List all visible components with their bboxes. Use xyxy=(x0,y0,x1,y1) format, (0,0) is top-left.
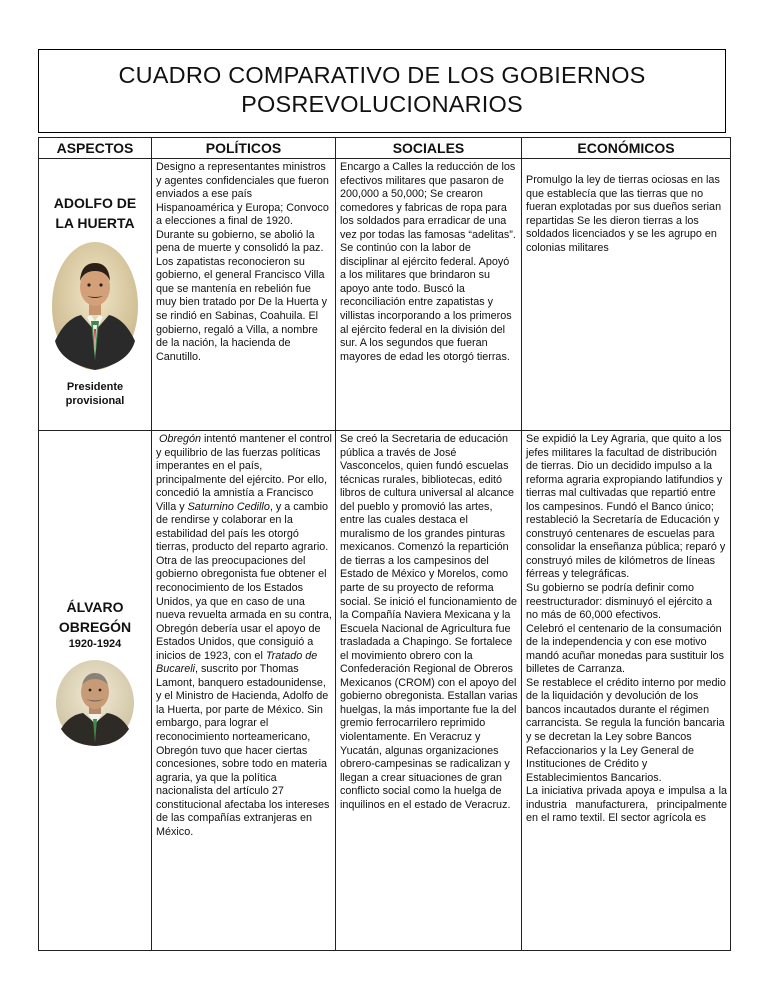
title-box xyxy=(38,49,726,133)
person-role-line-1: Presidente xyxy=(66,381,124,393)
cell-text: Designo a representantes ministros y agentes confidenciales que fueron enviados a ese país Hispanoamérica y Europa; Convoco a elecciones a final de 1920. Durante su gobierno, se abolió la pena de muerte y consolidó la paz. Los zapatistas reconocieron su gobierno, el general Francisco Villa que se mantenía en rebelión fue muy bien tratado por De la Huerta y se rindió en Sabinas, Coahuila. El gobierno, regaló a Villa, a nombre de la nación, la hacienda de Canutillo. xyxy=(156,161,329,363)
cell-text: Encargo a Calles la reducción de los efectivos militares que pasaron de 200,000 a 50,000; Se crearon comedores y fabricas de ropa para los soldados para erradicar de una vez por todas las famosas “adelitas”. Se continúo con la labor de disciplinar al ejército federal. Apoyó a los militares que brindaron su apoyo ante todo. Buscó la reconciliación entre zapatistas y villistas incorporando a los primeros al ejército federal en la división del sur. A los segundos que fueran mayores de edad les otorgó tierras. xyxy=(340,161,516,363)
header-sociales: SOCIALES xyxy=(336,138,522,159)
text-italic: Saturnino Cedillo xyxy=(187,500,270,513)
cell-text: Se expidió la Ley Agraria, que quito a los jefes militares la facultad de distribución de tierras. Dio un decidido impulso a la reforma agraria expropiando latifundios y tierras mal cultivadas que repartió entre los campesinos. Fundó el Banco único; restableció la Secretaría de Educación y construyó centenares de escuelas para consolidar la enseñanza pública; reparó y construyó miles de kilómetros de líneas férreas y telegráficas. xyxy=(526,433,726,581)
cell-sociales xyxy=(336,159,522,431)
cell-economicos xyxy=(522,159,731,431)
person-name-line-1: ÁLVARO xyxy=(66,599,124,615)
header-politicos: POLÍTICOS xyxy=(152,138,336,159)
portrait-alvaro-obregon-icon xyxy=(55,659,135,747)
person-role-line-2: provisional xyxy=(65,395,125,407)
person-name-line-2: LA HUERTA xyxy=(55,215,135,231)
person-years: 1920-1924 xyxy=(68,638,122,650)
cell-text xyxy=(156,433,332,839)
cell-sociales xyxy=(336,431,522,951)
cell-text: Su gobierno se podría definir como reestructurador: disminuyó el ejército a no más de 60,000 efectivos. xyxy=(526,582,713,622)
person-cell-obregon xyxy=(39,431,152,951)
text-italic: Obregón xyxy=(159,433,202,445)
cell-text: Promulgo la ley de tierras ociosas en las que establecía que las tierras que no fueran explotadas por sus dueños serian repartidas Se les dieron tierras a los soldados licenciados y se les agrupo en colonias militares xyxy=(526,174,722,254)
title-line-2: POSREVOLUCIONARIOS xyxy=(241,91,523,117)
person-cell-de-la-huerta xyxy=(39,159,152,431)
header-aspectos: ASPECTOS xyxy=(39,138,152,159)
text-italic: Tratado de Bucareli xyxy=(156,649,318,676)
text-span: intentó mantener el control y equilibrio de las fuerzas políticas imperantes en el país, principalmente del ejército. Por ello, concedió la amnistía a Francisco Villa y xyxy=(156,433,332,513)
cell-text: Celebró el centenario de la consumación de la independencia y con ese motivo mandó acuñar monedas para sustituir los billetes de Carranza. xyxy=(526,622,725,676)
document-title xyxy=(39,50,725,119)
text-span: , suscrito por Thomas Lamont, banquero estadounidense, y el Ministro de Hacienda, Adolfo de la Huerta, por parte de México. Sin embargo, para lograr el reconocimiento norteamericano, Obregón tuvo que hacer ciertas concesiones, sobre todo en materia agraria, ya que la política nacionalista del artículo 27 constitucional afectaba los intereses de las compañías extranjeras en México. xyxy=(156,663,330,838)
title-line-1: CUADRO COMPARATIVO DE LOS GOBIERNOS xyxy=(118,62,646,88)
cell-text: La iniciativa privada apoya e impulsa a la industria manufacturera, principalmente en el ramo textil. El sector agrícola es xyxy=(526,785,727,825)
cell-economicos xyxy=(522,431,731,951)
cell-politicos xyxy=(152,431,336,951)
header-economicos: ECONÓMICOS xyxy=(522,138,731,159)
person-name-line-2: OBREGÓN xyxy=(58,619,132,635)
table-row xyxy=(39,431,731,951)
cell-politicos xyxy=(152,159,336,431)
portrait-adolfo-de-la-huerta-icon xyxy=(51,241,139,371)
cell-text: Se creó la Secretaria de educación pública a través de José Vasconcelos, quien fundó escuelas técnicas rurales, bibliotecas, editó libros de cultura universal al alcance del pueblo y promovió las artes, entre las cuales destaca el muralismo de los grandes pinturas mexicanos. Comenzó la repartición de tierras a los campesinos del Estado de México y Morelos, como parte de su proyecto de reforma social. Se inició el funcionamiento de la Compañía Naviera Mexicana y la Escuela Nacional de Agricultura fue trasladada a Chapingo. Se fortalece el movimiento obrero con la Confederación Regional de Obreros Mexicanos (CROM) con el apoyo del gobierno obregonista. Estallan varias huelgas, la más importante fue la del gremio ferrocarrilero reprimido violentamente. En Veracruz y Yucatán, algunas organizaciones obrero-campesinas se radicalizan y llegan a crear situaciones de gran conflicto social como la huelga de inquilinos en el estado de Veracruz. xyxy=(340,433,518,811)
person-name-line-1: ADOLFO DE xyxy=(53,195,137,211)
text-span: , y a cambio de rendirse y colaborar en la estabilidad del país les otorgó tierras, producto del reparto agrario. Otra de las preocupaciones del gobierno obregonista fue obtener el reconocimiento de los Estados Unidos, ya que en caso de una nueva revuelta armada en su contra, Obregón debería usar el apoyo de Estados Unidos, que consiguió a inicios de 1923, con el xyxy=(156,500,332,662)
header-row xyxy=(39,138,731,159)
table-row xyxy=(39,159,731,431)
cell-text: Se restablece el crédito interno por medio de la liquidación y devolución de los bancos incautados durante el régimen carrancista. Se regula la función bancaria y se decretan la Ley sobre Bancos Refaccionarios y la Ley General de Instituciones de Crédito y Establecimientos Bancarios. xyxy=(526,676,726,784)
comparison-table xyxy=(38,137,731,951)
